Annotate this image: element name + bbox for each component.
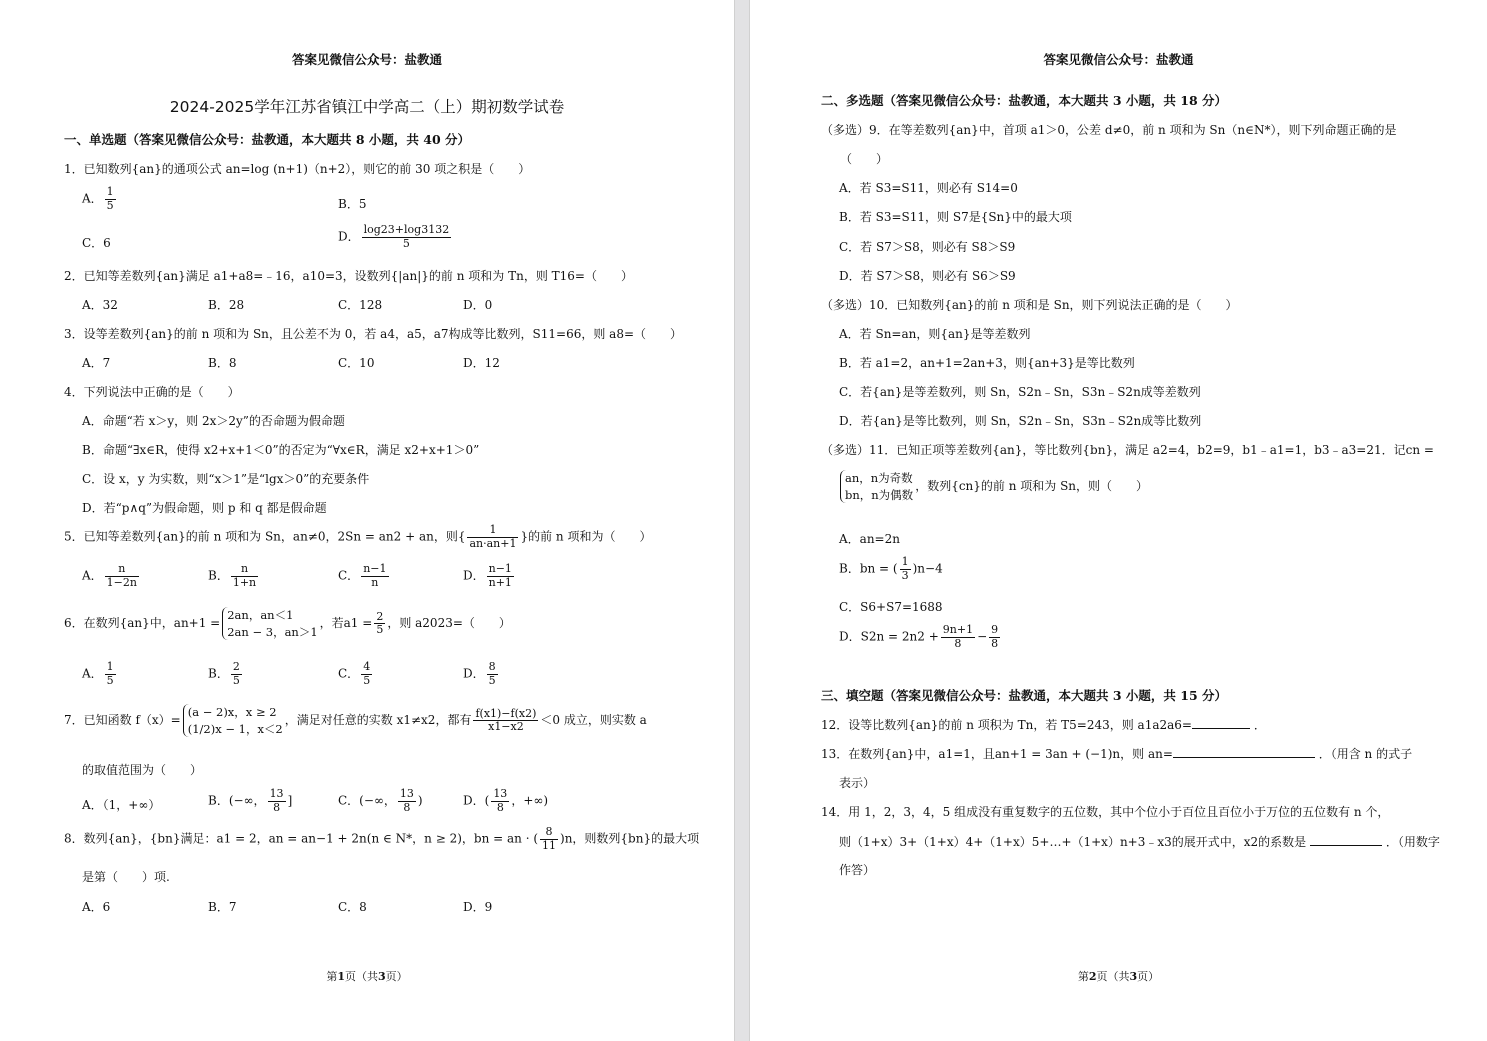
question-11-option-d: D．S2n = 2n2 + $\frac{9n+1}{8}$ − $\frac{9}{8}$	[839, 623, 999, 650]
question-1-option-a: A． $\frac{1}{5}$	[82, 185, 114, 212]
question-6-stem: 6．在数列{an}中，an+1 = 2an，an＜1 2an − 3，an＞1 ，若a1 = $\frac{2}{5}$ ，则 a2023=（ ）	[64, 608, 511, 639]
question-4-option-b: B．命题“∃x∈R，使得 x2+x+1＜0”的否定为“∀x∈R，满足 x2+x+1＞0”	[82, 443, 480, 457]
question-1-option-d: D． $\frac{\log 23+\log 3132}{5}$	[338, 223, 450, 250]
question-8-option-a: A．6	[82, 900, 111, 914]
question-8-stem: 8．数列{an}，{bn}满足：a1 = 2，an = an−1 + 2n(n ∈ N*，n ≥ 2)，bn = an · ( $\frac{8}{11}$ )n，则数列{bn}的最大项	[64, 825, 700, 852]
question-4-option-d: D．若“p∧q”为假命题，则 p 和 q 都是假命题	[82, 501, 327, 515]
question-11-option-c: C．S6+S7=1688	[839, 600, 943, 614]
question-13-stem-continued: 表示）	[839, 776, 876, 790]
question-3-option-b: B．8	[208, 356, 237, 370]
question-6-option-d: D． $\frac{8}{5}$	[463, 660, 496, 687]
question-12-stem: 12．设等比数列{an}的前 n 项积为 Tn，若 T5=243，则 a1a2a6= ．	[821, 718, 1266, 732]
question-8-option-c: C．8	[338, 900, 367, 914]
question-1-option-b: B．5	[338, 197, 367, 211]
question-4-option-c: C．设 x，y 为实数，则“x＞1”是“lgx＞0”的充要条件	[82, 472, 370, 486]
question-8-stem-continued: 是第（ ）项.	[82, 870, 170, 884]
section-heading-fill-in: 三、填空题（答案见微信公众号：盐教通，本大题共 3 小题，共 15 分）	[821, 688, 1228, 703]
question-7-option-d: D．( $\frac{13}{8}$ ，+∞)	[463, 787, 549, 814]
question-3-option-a: A．7	[82, 356, 111, 370]
question-11-option-b: B．bn = ( $\frac{1}{3}$ )n−4	[839, 555, 943, 582]
answer-blank[interactable]	[1192, 718, 1250, 729]
question-5-option-a: A． $\frac{n}{1-2n}$	[82, 562, 137, 589]
question-6-option-b: B． $\frac{2}{5}$	[208, 660, 240, 687]
section-heading-single-choice: 一、单选题（答案见微信公众号：盐教通，本大题共 8 小题，共 40 分）	[64, 132, 471, 147]
question-4-option-a: A．命题“若 x＞y，则 2x＞2y”的否命题为假命题	[82, 414, 345, 428]
question-2-option-b: B．28	[208, 298, 245, 312]
question-13-stem: 13．在数列{an}中，a1=1，且an+1 = 3an + (−1)n，则 an= ．（用含 n 的式子	[821, 747, 1413, 761]
answer-blank[interactable]	[1310, 835, 1382, 846]
exam-page-1	[0, 0, 734, 1041]
question-8-option-b: B．7	[208, 900, 237, 914]
question-3-stem: 3．设等差数列{an}的前 n 项和为 Sn，且公差不为 0，若 a4，a5，a7构成等比数列，S11=66，则 a8=（ ）	[64, 327, 683, 341]
question-9-stem: （多选）9．在等差数列{an}中，首项 a1＞0，公差 d≠0，前 n 项和为 Sn（n∈N*），则下列命题正确的是	[821, 123, 1397, 137]
question-10-option-a: A．若 Sn=an，则{an}是等差数列	[839, 327, 1031, 341]
page-footer: 第1页（共3页）	[326, 970, 408, 983]
question-3-option-c: C．10	[338, 356, 375, 370]
question-2-stem: 2．已知等差数列{an}满足 a1+a8=﹣16，a10=3，设数列{|an|}的前 n 项和为 Tn，则 T16=（ ）	[64, 269, 633, 283]
question-10-option-d: D．若{an}是等比数列，则 Sn，S2n﹣Sn，S3n﹣S2n成等比数列	[839, 414, 1202, 428]
question-9-stem-continued: （ ）	[840, 152, 889, 166]
question-5-stem: 5．已知等差数列{an}的前 n 项和为 Sn，an≠0，2Sn = an2 + an，则{ $\frac{1}{an\cdot an+1}$ }的前 n 项和为（ ）	[64, 523, 652, 550]
question-14-stem-continued-2: 作答）	[839, 863, 876, 877]
page-gutter	[734, 0, 750, 1041]
question-7-option-a: A．（1，+∞）	[82, 798, 161, 812]
question-5-option-d: D． $\frac{n-1}{n+1}$	[463, 562, 512, 589]
question-10-option-b: B．若 a1=2，an+1=2an+3，则{an+3}是等比数列	[839, 356, 1135, 370]
exam-title: 2024-2025学年江苏省镇江中学高二（上）期初数学试卷	[169, 98, 565, 116]
question-9-option-d: D．若 S7＞S8，则必有 S6＞S9	[839, 269, 1016, 283]
page-footer: 第2页（共3页）	[1077, 970, 1160, 983]
question-7-stem: 7．已知函数 f（x）= (a − 2)x，x ≥ 2 (1/2)x − 1，x＜2 ，满足对任意的实数 x1≠x2，都有 $\frac{f(x1)-f(x2)}{x1-x2}$ ＜0 成立，则实数 a	[64, 705, 647, 736]
question-2-option-a: A．32	[82, 298, 118, 312]
question-6-option-a: A． $\frac{1}{5}$	[82, 660, 114, 687]
question-11-option-a: A．an=2n	[839, 532, 900, 546]
question-10-option-c: C．若{an}是等差数列，则 Sn，S2n﹣Sn，S3n﹣S2n成等差数列	[839, 385, 1201, 399]
exam-page-2	[750, 0, 1487, 1041]
question-1-option-c: C．6	[82, 236, 111, 250]
question-5-option-c: C． $\frac{n-1}{n}$	[338, 562, 387, 589]
answer-blank[interactable]	[1173, 747, 1315, 758]
question-4-stem: 4．下列说法中正确的是（ ）	[64, 385, 240, 399]
section-heading-multiple-choice: 二、多选题（答案见微信公众号：盐教通，本大题共 3 小题，共 18 分）	[821, 93, 1228, 108]
question-6-option-c: C． $\frac{4}{5}$	[338, 660, 371, 687]
question-11-stem: （多选）11．已知正项等差数列{an}，等比数列{bn}，满足 a2=4，b2=9，b1﹣a1=1，b3﹣a3=21．记cn =	[821, 443, 1434, 457]
question-10-stem: （多选）10．已知数列{an}的前 n 项和是 Sn，则下列说法正确的是（ ）	[821, 298, 1238, 312]
question-7-option-b: B．(−∞， $\frac{13}{8}$ ]	[208, 787, 293, 814]
question-9-option-a: A．若 S3=S11，则必有 S14=0	[839, 181, 1018, 195]
question-5-option-b: B． $\frac{n}{1+n}$	[208, 562, 257, 589]
question-1-stem: 1．已知数列{an}的通项公式 an=log (n+1)（n+2），则它的前 30 项之积是（ ）	[64, 162, 531, 176]
question-9-option-b: B．若 S3=S11，则 S7是{Sn}中的最大项	[839, 210, 1072, 224]
question-2-option-c: C．128	[338, 298, 383, 312]
question-14-stem: 14．用 1，2，3，4，5 组成没有重复数字的五位数，其中个位小于百位且百位小于万位的五位数有 n 个，	[821, 805, 1390, 819]
question-7-option-c: C．(−∞， $\frac{13}{8}$ )	[338, 787, 423, 814]
page-header: 答案见微信公众号：盐教通	[1043, 52, 1194, 67]
question-2-option-d: D．0	[463, 298, 493, 312]
question-7-stem-continued: 的取值范围为（ ）	[82, 763, 203, 777]
page-header: 答案见微信公众号：盐教通	[291, 52, 442, 67]
question-9-option-c: C．若 S7＞S8，则必有 S8＞S9	[839, 240, 1016, 254]
question-11-stem-continued: an，n为奇数 bn，n为偶数 ，数列{cn}的前 n 项和为 Sn，则（ ）	[838, 470, 1148, 503]
question-8-option-d: D．9	[463, 900, 493, 914]
question-3-option-d: D．12	[463, 356, 500, 370]
question-14-stem-continued: 则（1+x）3+（1+x）4+（1+x）5+…+（1+x）n+3﹣x3的展开式中，x2的系数是 ．（用数字	[839, 835, 1440, 849]
